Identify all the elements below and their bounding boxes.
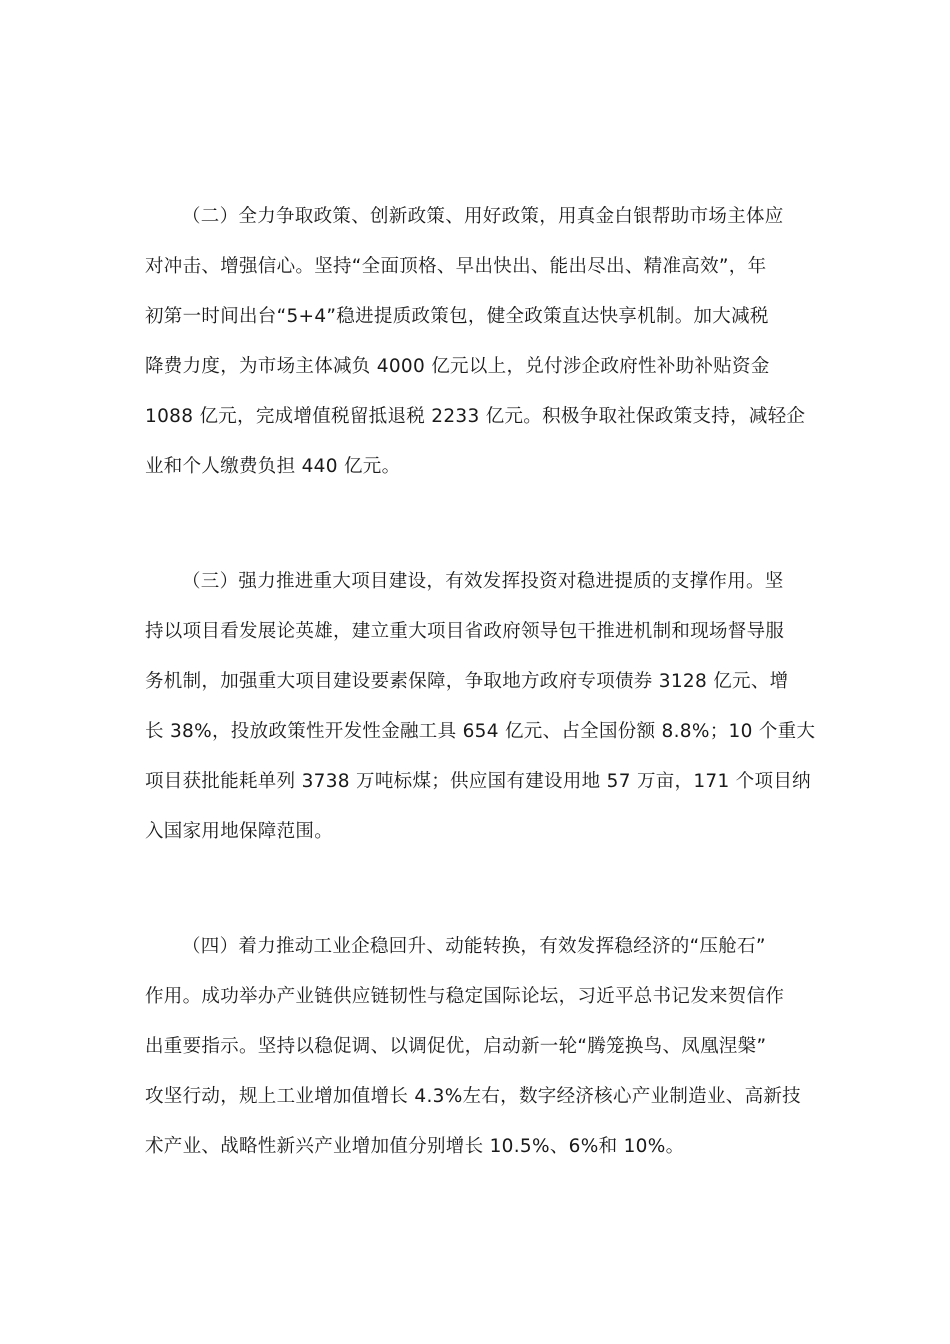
- paragraph-line: （四）着力推动工业企稳回升、动能转换，有效发挥稳经济的“压舱石”: [182, 936, 766, 957]
- paragraph-line: 术产业、战略性新兴产业增加值分别增长 10.5%、6%和 10%。: [145, 1136, 685, 1157]
- paragraph-section-2: [145, 192, 810, 492]
- paragraph-line: 出重要指示。坚持以稳促调、以调促优，启动新一轮“腾笼换鸟、凤凰涅槃”: [145, 1036, 767, 1057]
- paragraph-line: 初第一时间出台“5+4”稳进提质政策包，健全政策直达快享机制。加大减税: [145, 306, 769, 327]
- paragraph-line: （二）全力争取政策、创新政策、用好政策，用真金白银帮助市场主体应: [182, 206, 784, 227]
- paragraph-line: 作用。成功举办产业链供应链韧性与稳定国际论坛，习近平总书记发来贺信作: [145, 986, 785, 1007]
- paragraph-line: 对冲击、增强信心。坚持“全面顶格、早出快出、能出尽出、精准高效”，年: [145, 256, 767, 277]
- paragraph-line: 攻坚行动，规上工业增加值增长 4.3%左右，数字经济核心产业制造业、高新技: [145, 1086, 801, 1107]
- paragraph-line: 持以项目看发展论英雄，建立重大项目省政府领导包干推进机制和现场督导服: [145, 621, 785, 642]
- paragraph-line: 务机制，加强重大项目建设要素保障，争取地方政府专项债券 3128 亿元、增: [145, 671, 789, 692]
- paragraph-section-3: [145, 557, 816, 857]
- paragraph-section-4: [145, 922, 810, 1172]
- paragraph-line: 长 38%，投放政策性开发性金融工具 654 亿元、占全国份额 8.8%；10 个重大: [145, 721, 816, 742]
- paragraph-line: 项目获批能耗单列 3738 万吨标煤；供应国有建设用地 57 万亩，171 个项目纳: [145, 771, 811, 792]
- paragraph-line: （三）强力推进重大项目建设，有效发挥投资对稳进提质的支撑作用。坚: [182, 571, 784, 592]
- paragraph-line: 入国家用地保障范围。: [145, 821, 334, 842]
- paragraph-line: 降费力度，为市场主体减负 4000 亿元以上，兑付涉企政府性补助补贴资金: [145, 356, 770, 377]
- paragraph-line: 1088 亿元，完成增值税留抵退税 2233 亿元。积极争取社保政策支持，减轻企: [145, 406, 806, 427]
- paragraph-line: 业和个人缴费负担 440 亿元。: [145, 456, 401, 477]
